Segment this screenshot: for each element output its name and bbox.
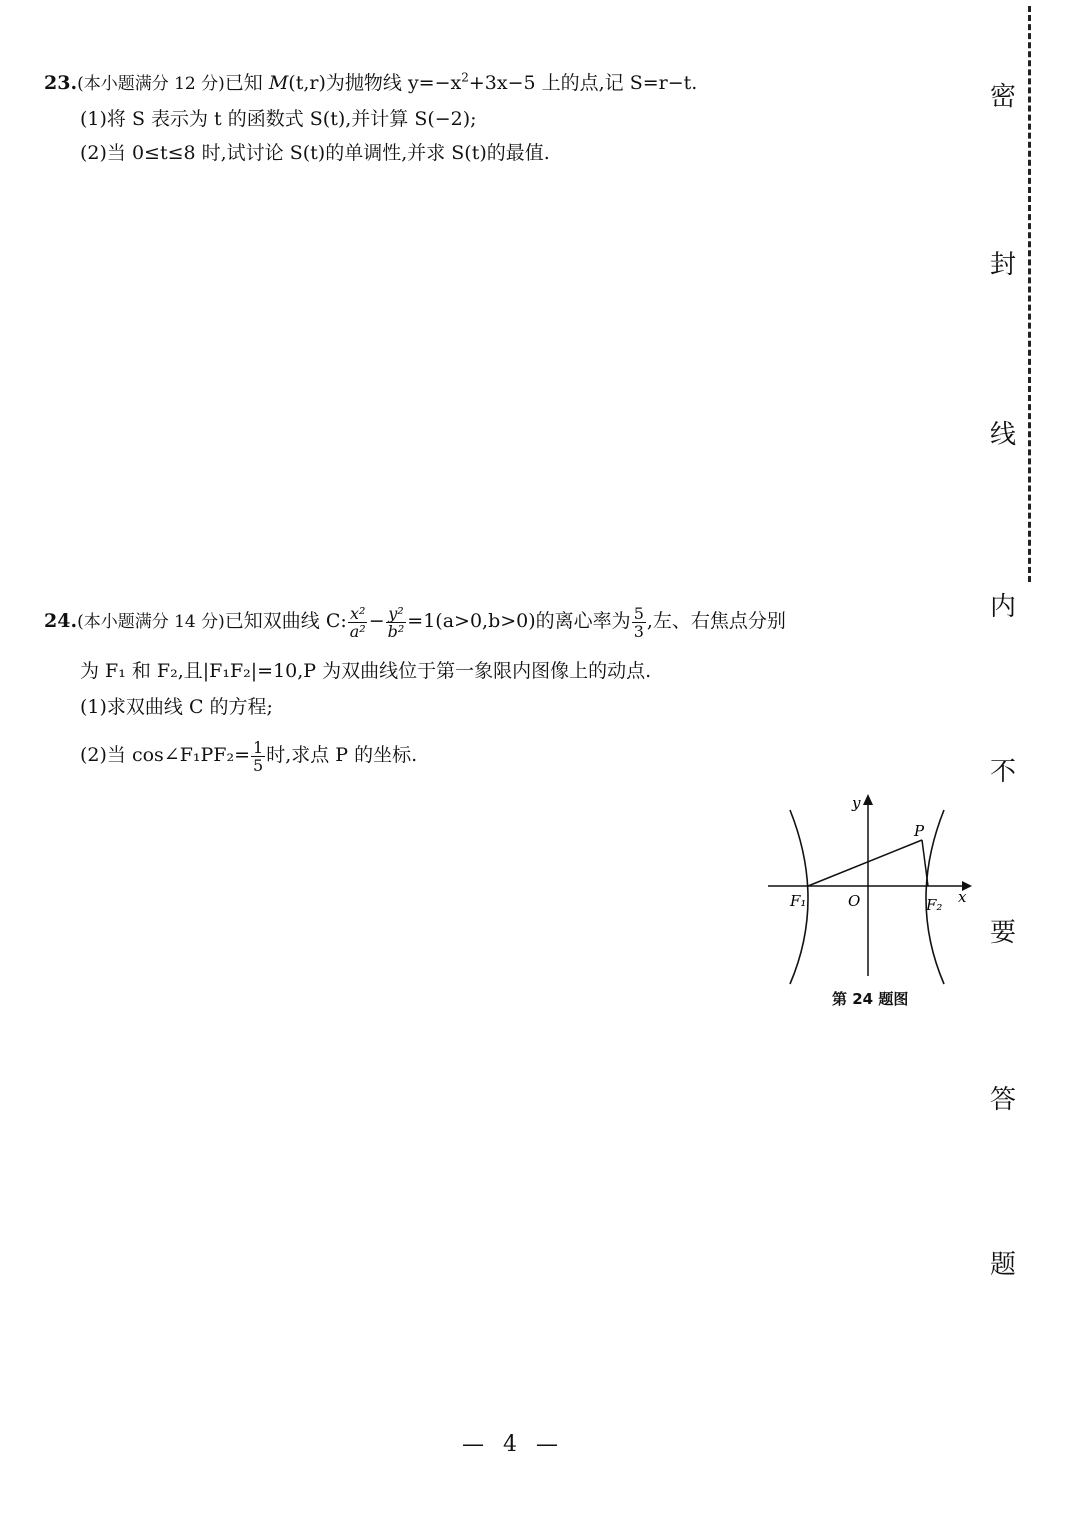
seal-char-4: 内 xyxy=(989,592,1016,622)
q23-number: 23. xyxy=(44,72,78,94)
q23-square-exponent: 2 xyxy=(461,70,469,85)
q24-part2-pre: (2)当 cos∠F₁PF₂= xyxy=(80,744,251,766)
seal-char-8: 题 xyxy=(989,1250,1016,1280)
q24-eccentricity xyxy=(632,605,646,640)
q24-frac-y-den: b² xyxy=(387,621,405,641)
binding-dashed-line xyxy=(1028,6,1031,582)
q24-frac-x-num: x² xyxy=(350,603,366,623)
segment-f1-p xyxy=(808,840,922,886)
y-axis-arrow-icon xyxy=(863,794,873,805)
q24-line2: 为 F₁ 和 F₂,且|F₁F₂|=10,P 为双曲线位于第一象限内图像上的动点. xyxy=(80,660,652,682)
q24-points: (本小题满分 14 分) xyxy=(77,612,225,632)
page-number: — 4 — xyxy=(462,1432,564,1457)
seal-char-5: 不 xyxy=(989,757,1016,787)
q24-minus: − xyxy=(368,610,385,632)
q24-frac-y-num: y² xyxy=(388,603,404,623)
seal-char-2: 封 xyxy=(989,250,1016,280)
q24-stem-end: ,左、右焦点分别 xyxy=(646,610,786,632)
focus-f2-label: F₂ xyxy=(926,896,943,914)
q23-stem-mid: 为抛物线 xyxy=(325,72,408,94)
q23-stem xyxy=(44,70,697,97)
q23-point-m: M xyxy=(268,72,289,94)
q23-parabola-lhs: y=−x xyxy=(407,72,462,94)
q24-ecc-num: 5 xyxy=(633,603,644,623)
q24-fraction-x xyxy=(348,605,368,640)
q24-fraction-y xyxy=(386,605,407,640)
q24-frac-x-den: a² xyxy=(349,621,366,641)
q24-cos-fraction xyxy=(251,739,265,774)
point-p-label: P xyxy=(914,822,925,840)
q24-ecc-den: 3 xyxy=(633,621,644,641)
seal-char-3: 线 xyxy=(989,420,1016,450)
q23-point-coords: (t,r) xyxy=(288,72,326,94)
figure-caption: 第 24 题图 xyxy=(832,990,909,1008)
focus-f1-label: F₁ xyxy=(790,892,807,910)
q24-stem xyxy=(44,604,786,640)
q24-cos-num: 1 xyxy=(253,737,264,757)
segment-p-f2 xyxy=(922,840,928,886)
q23-stem-pre: 已知 xyxy=(224,72,269,94)
q23-part2: (2)当 0≤t≤8 时,试讨论 S(t)的单调性,并求 S(t)的最值. xyxy=(80,142,550,164)
q24-part2 xyxy=(80,738,417,774)
q23-part1: (1)将 S 表示为 t 的函数式 S(t),并计算 S(−2); xyxy=(80,108,477,130)
q24-cos-den: 5 xyxy=(253,755,264,775)
y-axis-label: y xyxy=(852,794,861,812)
q24-stem-mid: =1(a>0,b>0)的离心率为 xyxy=(407,610,631,632)
q24-number: 24. xyxy=(44,610,78,632)
q23-points: (本小题满分 12 分) xyxy=(77,74,225,94)
seal-char-1: 密 xyxy=(989,82,1016,112)
q24-stem-pre: 已知双曲线 C: xyxy=(224,610,347,632)
seal-char-6: 要 xyxy=(989,918,1016,948)
q24-part2-post: 时,求点 P 的坐标. xyxy=(266,744,418,766)
seal-char-7: 答 xyxy=(989,1085,1016,1115)
origin-label: O xyxy=(848,892,861,910)
q24-part1: (1)求双曲线 C 的方程; xyxy=(80,696,273,718)
q23-stem-rest: +3x−5 上的点,记 S=r−t. xyxy=(468,72,698,94)
x-axis-label: x xyxy=(958,888,967,906)
